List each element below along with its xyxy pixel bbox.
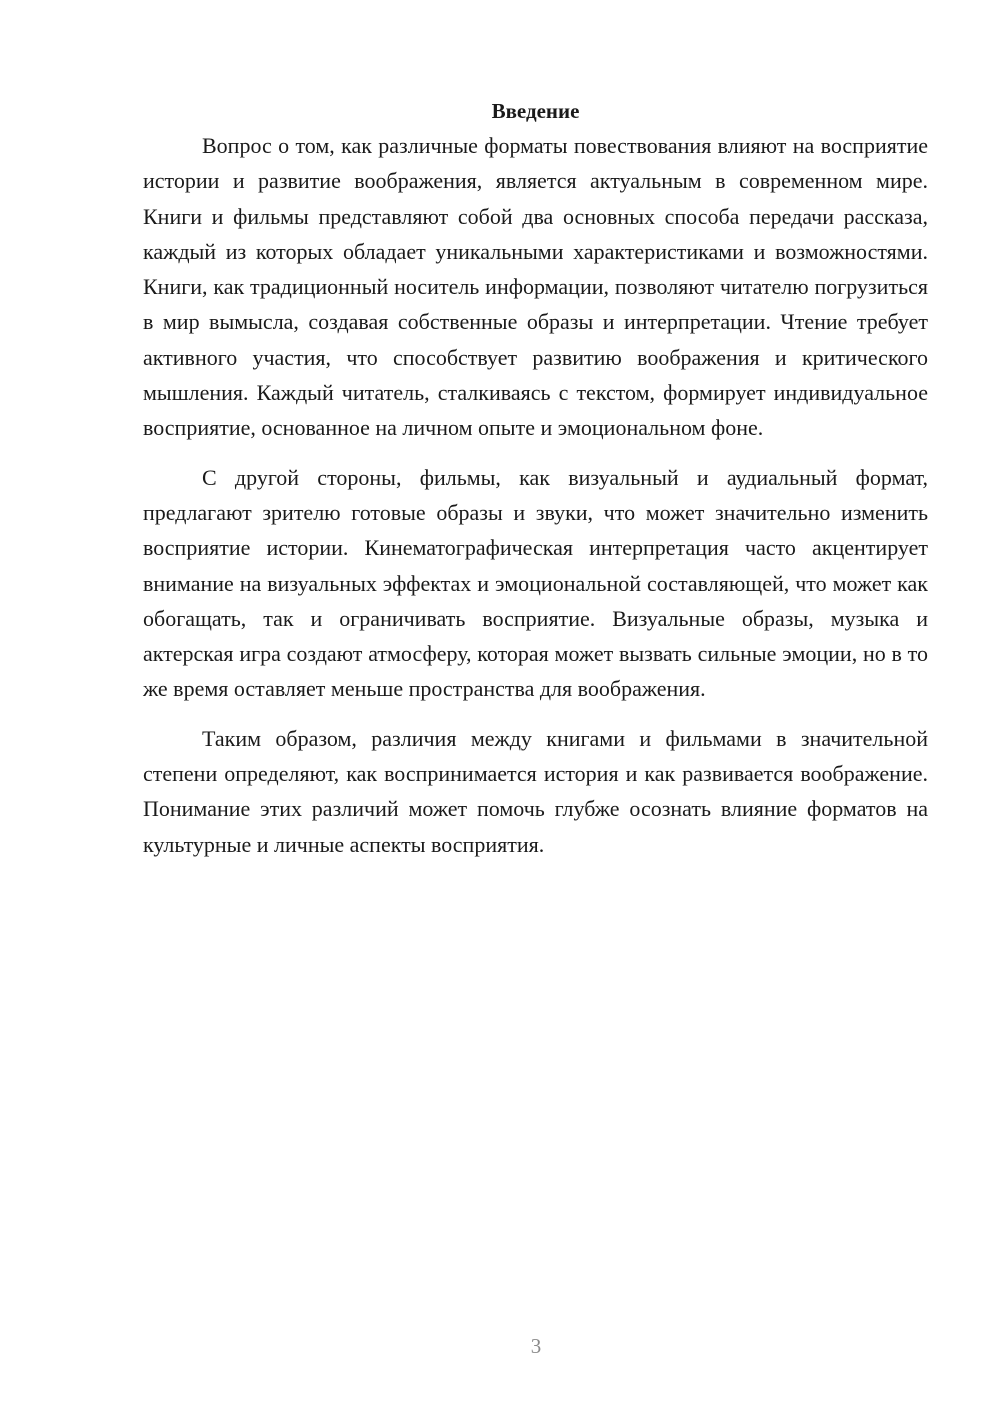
section-title: Введение (491, 99, 580, 123)
paragraph-intro: Вопрос о том, как различные форматы повествования влияют на восприятие истории и развитие воображения, является актуальным в современном мире. Книги и фильмы представляют собой два основных способа передачи рассказа, каждый из которых обладает уникальными характеристиками и возможностями. Книги, как традиционный носитель информации, позволяют читателю погрузиться в мир вымысла, создавая собственные образы и интерпретации. Чтение требует активного участия, что способствует развитию воображения и критического мышления. Каждый читатель, сталкиваясь с текстом, формирует индивидуальное восприятие, основанное на личном опыте и эмоциональном фоне. (143, 133, 928, 441)
paragraph-conclusion: Таким образом, различия между книгами и фильмами в значительной степени определяют, как воспринимается история и как развивается воображение. Понимание этих различий может помочь глубже осознать влияние форматов на культурные и личные аспекты восприятия. (143, 725, 928, 857)
paragraph-films: С другой стороны, фильмы, как визуальный и аудиальный формат, предлагают зрителю готовые образы и звуки, что может значительно изменить восприятие истории. Кинематографическая интерпретация часто акцентирует внимание на визуальных эффектах и эмоциональной составляющей, что может как обогащать, так и ограничивать восприятие. Визуальные образы, музыка и актерская игра создают атмосферу, которая может вызвать сильные эмоции, но в то же время оставляет меньше пространства для воображения. (143, 464, 928, 702)
page-number: 3 (530, 1334, 542, 1358)
page-content (143, 96, 928, 876)
